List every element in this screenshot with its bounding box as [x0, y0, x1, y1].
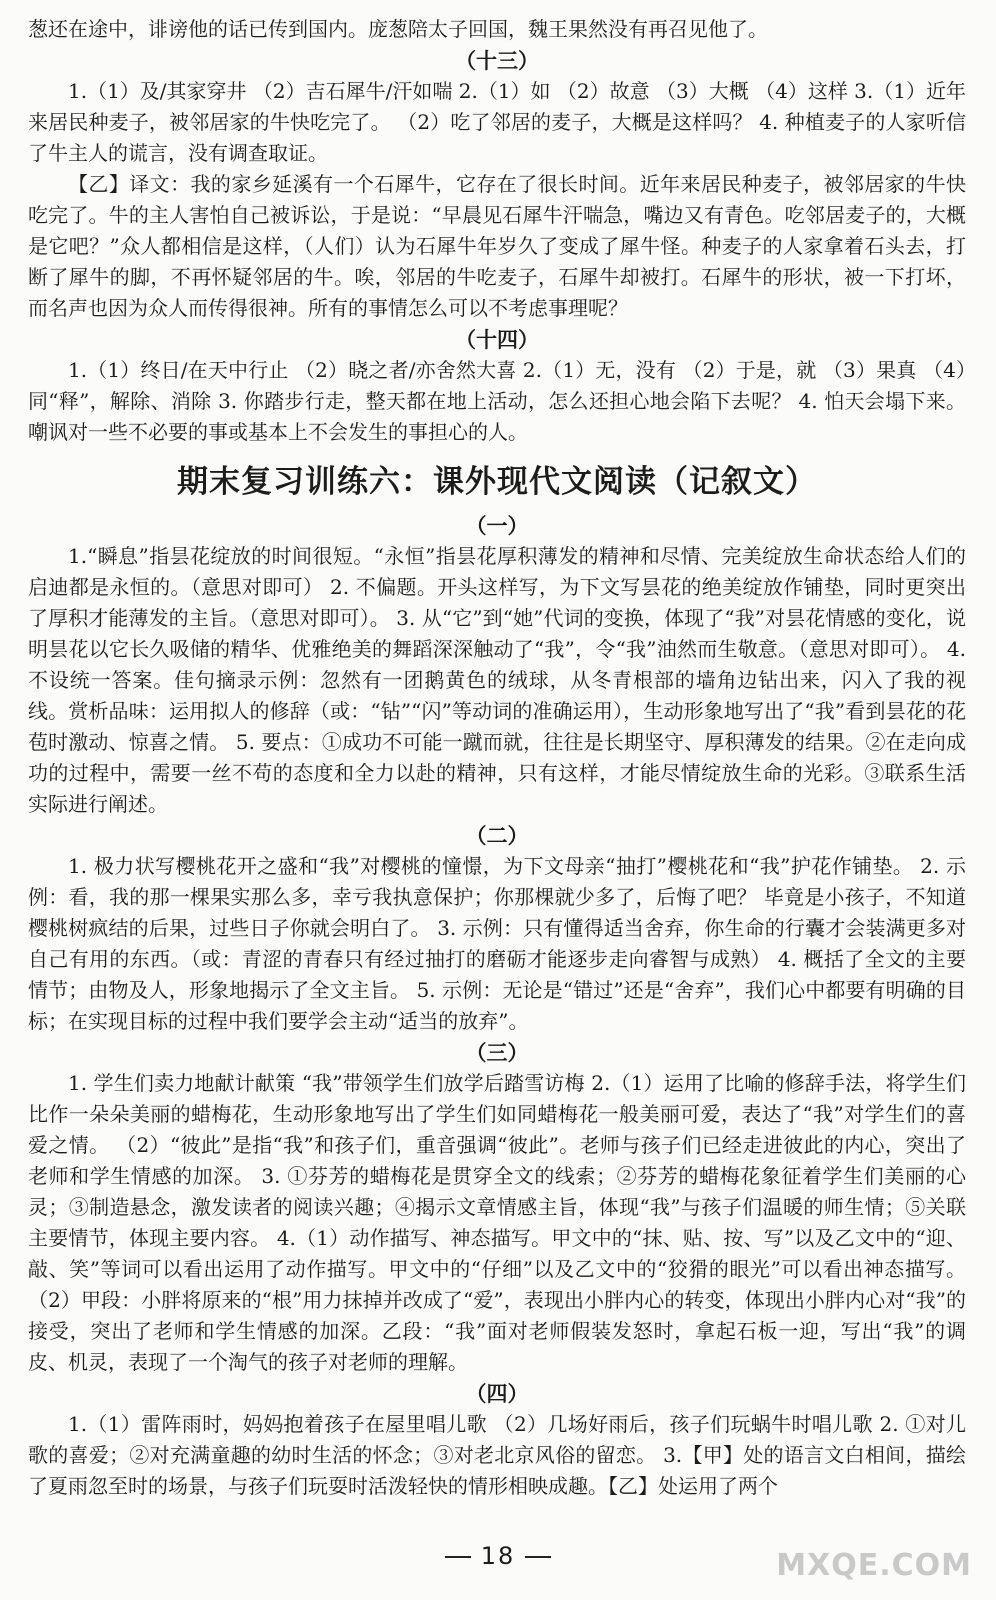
- footer-dash-left: [445, 1556, 471, 1558]
- answers-13: 1.（1）及/其家穿井 （2）吉石犀牛/汗如喘 2.（1）如 （2）故意 （3）大概 （4）这样 3.（1）近年来居民种麦子，被邻居家的牛快吃完了。 （2）吃了邻居的麦子，大概是这样吗？ 4. 种植麦子的人家听信了牛主人的谎言，没有调查取证。: [28, 79, 966, 165]
- subheading-1: （一）: [465, 513, 529, 538]
- translation-13: 【乙】译文：我的家乡延溪有一个石犀牛，它存在了很长时间。近年来居民种麦子，被邻居家的牛快吃完了。牛的主人害怕自己被诉讼，于是说：“早晨见石犀牛汗喘急，嘴边又有青色。吃邻居麦子的，大概是它吧？”众人都相信是这样，（人们）认为石犀牛年岁久了变成了犀牛怪。种麦子的人家拿着石头去，打断了犀牛的脚，不再怀疑邻居的牛。唉，邻居的牛吃麦子，石犀牛却被打。石犀牛的形状，被一下打坏，而名声也因为众人而传得很神。所有的事情怎么可以不考虑事理呢？: [28, 172, 966, 320]
- subheading-4: （四）: [465, 1381, 529, 1406]
- subheading-14: （十四）: [455, 327, 539, 352]
- answers-3: 1. 学生们卖力地献计献策 “我”带领学生们放学后踏雪访梅 2.（1）运用了比喻的修辞手法，将学生们比作一朵朵美丽的蜡梅花，生动形象地写出了学生们如同蜡梅花一般美丽可爱，表达了“我”对学生们的喜爱之情。 （2）“彼此”是指“我”和孩子们，重音强调“彼此”。老师与孩子们已经走进彼此的内心，突出了老师和学生情感的加深。 3. ①芬芳的蜡梅花是贯穿全文的线索；②芬芳的蜡梅花象征着学生们美丽的心灵；③制造悬念，激发读者的阅读兴趣；④揭示文章情感主旨，体现“我”与孩子们温暖的师生情；⑤关联主要情节，体现主要内容。 4.（1）动作描写、神态描写。甲文中的“抹、贴、按、写”以及乙文中的“迎、敲、笑”等词可以看出运用了动作描写。甲文中的“仔细”以及乙文中的“狡猾的眼光”可以看出神态描写。 （2）甲段：小胖将原来的“根”用力抹掉并改成了“爱”，表现出小胖内心的转变，体现出小胖内心对“我”的接受，突出了老师和学生情感的加深。乙段：“我”面对老师假装发怒时，拿起石板一迎，写出“我”的调皮、机灵，表现了一个淘气的孩子对老师的理解。: [28, 1071, 966, 1374]
- subheading-2: （二）: [465, 823, 529, 848]
- answers-4: 1.（1）雷阵雨时，妈妈抱着孩子在屋里唱儿歌 （2）几场好雨后，孩子们玩蜗牛时唱儿歌 2. ①对儿歌的喜爱；②对充满童趣的幼时生活的怀念；③对老北京风俗的留恋。 3.【甲】处的语言文白相间，描绘了夏雨忽至时的场景，与孩子们玩耍时活泼轻快的情形相映成趣。【乙】处运用了两个: [28, 1412, 966, 1498]
- paragraph-continuation: 葱还在途中，诽谤他的话已传到国内。庞葱陪太子回国，魏王果然没有再召见他了。: [28, 17, 768, 41]
- section-title: 期末复习训练六：课外现代文阅读（记叙文）: [177, 464, 817, 500]
- watermark: MXQE.COM: [776, 1548, 972, 1583]
- page-content: [28, 0, 966, 1502]
- answers-1: 1.“瞬息”指昙花绽放的时间很短。“永恒”指昙花厚积薄发的精神和尽情、完美绽放生命状态给人们的启迪都是永恒的。（意思对即可） 2. 不偏题。开头这样写，为下文写昙花的绝美绽放作铺垫，同时更突出了厚积才能薄发的主旨。（意思对即可）。 3. 从“它”到“她”代词的变换，体现了“我”对昙花情感的变化，说明昙花以它长久吸储的精华、优雅绝美的舞蹈深深触动了“我”，令“我”油然而生敬意。（意思对即可）。 4. 不设统一答案。佳句摘录示例：忽然有一团鹅黄色的绒球，从冬青根部的墙角边钻出来，闪入了我的视线。赏析品味：运用拟人的修辞（或：“钻”“闪”等动词的准确运用），生动形象地写出了“我”看到昙花的花苞时激动、惊喜之情。 5. 要点：①成功不可能一蹴而就，往往是长期坚守、厚积薄发的结果。②在走向成功的过程中，需要一丝不苟的态度和全力以赴的精神，只有这样，才能尽情绽放生命的光彩。③联系生活实际进行阐述。: [28, 544, 966, 816]
- subheading-3: （三）: [465, 1040, 529, 1065]
- page-number: 18: [480, 1542, 516, 1570]
- answers-14: 1.（1）终日/在天中行止 （2）晓之者/亦舍然大喜 2.（1）无，没有 （2）于是，就 （3）果真 （4）同“释”，解除、消除 3. 你踏步行走，整天都在地上活动，怎么还担心地会陷下去呢？ 4. 怕天会塌下来。嘲讽对一些不必要的事或基本上不会发生的事担心的人。: [28, 358, 966, 444]
- footer-dash-right: [525, 1556, 551, 1558]
- answers-2: 1. 极力状写樱桃花开之盛和“我”对樱桃的憧憬，为下文母亲“抽打”樱桃花和“我”护花作铺垫。 2. 示例：看，我的那一棵果实那么多，幸亏我执意保护；你那棵就少多了，后悔了吧？ 毕竟是小孩子，不知道樱桃树疯结的后果，过些日子你就会明白了。 3. 示例：只有懂得适当舍弃，你生命的行囊才会装满更多对自己有用的东西。（或：青涩的青春只有经过抽打的磨砺才能逐步走向睿智与成熟） 4. 概括了全文的主要情节；由物及人，形象地揭示了全文主旨。 5. 示例：无论是“错过”还是“舍弃”，我们心中都要有明确的目标；在实现目标的过程中我们要学会主动“适当的放弃”。: [28, 854, 966, 1033]
- subheading-13: （十三）: [455, 48, 539, 73]
